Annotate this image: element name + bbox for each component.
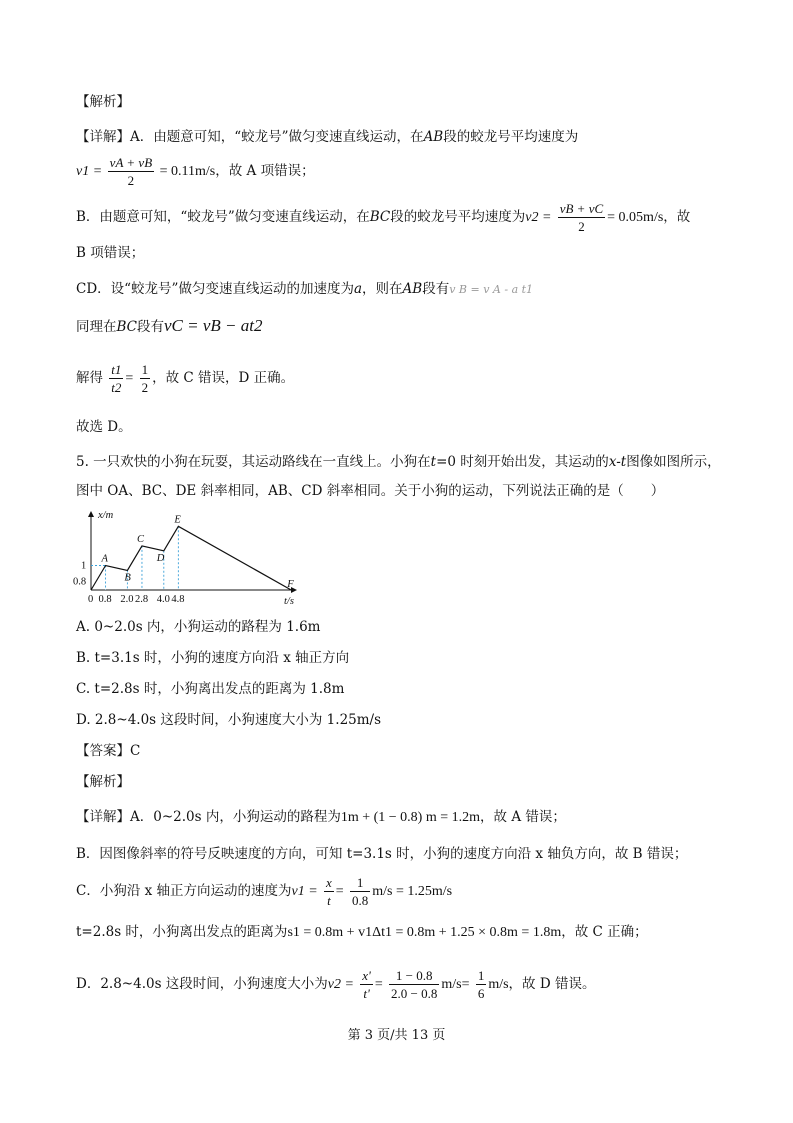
denominator: 2 [127, 173, 135, 189]
text: =0 时刻开始出发，其运动的 [436, 454, 609, 470]
text: ，故 A 错误； [480, 809, 566, 825]
denominator: 6 [477, 986, 485, 1001]
text: B．由题意可知，“蛟龙号”做匀变速直线运动，在 [76, 209, 370, 225]
page-footer: 第 3 页/共 13 页 [347, 1028, 446, 1043]
v2-symbol: v2 = [525, 210, 552, 225]
detail-line-solve [76, 358, 294, 399]
fraction-1-2 [140, 361, 151, 396]
x-tick-label: 4.8 [171, 594, 185, 605]
text: D．2.8~4.0s 这段时间，小狗速度大小为 [76, 976, 328, 992]
text: ，故 C 错误，D 正确。 [152, 370, 295, 386]
solution-c2 [76, 922, 648, 943]
text: BC [116, 319, 138, 335]
detail-line-b [76, 200, 690, 235]
question-5-line-2: 图中 OA、BC、DE 斜率相同，AB、CD 斜率相同。关于小狗的运动，下列说法正确的是（ ） [76, 483, 665, 499]
v1-symbol: v1 = [76, 164, 103, 179]
y-tick-label: 0.8 [73, 576, 87, 588]
numerator: x [326, 875, 332, 890]
denominator: t' [363, 986, 370, 1001]
option-d: D. 2.8~4.0s 这段时间，小狗速度大小为 1.25m/s [76, 712, 382, 728]
y-axis-label: x/m [98, 510, 114, 521]
text: 【详解】A．0~2.0s 内，小狗运动的路程为 [76, 809, 341, 825]
fraction-1-6 [476, 967, 487, 1002]
point-label-F: F [287, 579, 294, 590]
fraction-1-0.8 [350, 874, 370, 909]
text: ，故 C 正确； [561, 924, 648, 940]
text: 同理在 [76, 319, 117, 335]
denominator: t [327, 893, 331, 908]
series-line [91, 526, 291, 590]
formula: s1 = 0.8m + v1Δt1 = 0.8m + 1.25 × 0.8m = 1.8m [287, 925, 562, 940]
text: ，则在 [362, 281, 403, 297]
x-tick-label: 4.0 [156, 594, 170, 605]
detail-line-cd [76, 279, 533, 300]
text: 【详解】A．由题意可知，“蛟龙号”做匀变速直线运动，在 [76, 129, 424, 145]
fraction-vb-vc [558, 200, 605, 235]
text: ，故 D 错误。 [508, 976, 596, 992]
x-t-chart [73, 508, 306, 608]
text: 段的蛟龙号平均速度为 [390, 209, 526, 225]
equals: = [335, 884, 344, 899]
denominator: 2.0 − 0.8 [391, 986, 438, 1001]
analysis-heading-2: 【解析】 [76, 774, 130, 790]
value: m/s = 1.25m/s [372, 884, 453, 899]
answer: 【答案】C [76, 743, 141, 759]
text: 图像如图所示， [626, 454, 721, 470]
numerator: vB + vC [559, 201, 604, 216]
solution-c [76, 873, 452, 910]
option-c: C. t=2.8s 时，小狗离出发点的距离为 1.8m [76, 681, 345, 697]
v1-symbol: v1 = [291, 884, 318, 899]
numerator: 1 [141, 362, 149, 377]
point-label-D: D [156, 552, 165, 564]
text: BC [369, 209, 391, 225]
equals: = [461, 977, 470, 992]
text: t [430, 454, 437, 470]
fraction-t1-t2 [109, 361, 123, 396]
denominator: t2 [111, 380, 122, 395]
x-tick-label: 2.8 [134, 594, 149, 605]
fraction-x-prime [360, 967, 373, 1002]
x-axis-label: t/s [284, 596, 294, 607]
numerator: vA + vB [109, 155, 153, 171]
v2-symbol: v2 = [327, 977, 354, 992]
numerator: t1 [111, 362, 122, 377]
detail-line-choose: 故选 D。 [76, 419, 132, 435]
detail-line-same [76, 316, 263, 337]
text: 5. 一只欢快的小狗在玩耍，其运动路线在一直线上。小狗在 [76, 454, 431, 470]
text: 段的蛟龙号平均速度为 [443, 129, 579, 145]
analysis-heading-1: 【解析】 [76, 94, 130, 110]
fraction-x-t [324, 874, 334, 909]
text: CD．设“蛟龙号”做匀变速直线运动的加速度为 [76, 281, 354, 297]
text: t=2.8s 时，小狗离出发点的距离为 [76, 924, 288, 940]
numerator: x' [362, 968, 371, 983]
fraction-calc [389, 967, 439, 1002]
text: x-t [608, 454, 627, 470]
denominator: 0.8 [351, 893, 369, 908]
text: 段有 [422, 281, 450, 297]
text: AB [423, 129, 444, 145]
point-label-C: C [136, 533, 144, 545]
unit: m/s [441, 977, 462, 992]
numerator: 1 [477, 968, 485, 983]
detail-line-b2: B 项错误； [76, 245, 145, 261]
denominator: 2 [141, 380, 149, 395]
text: a [353, 281, 363, 297]
text: C．小狗沿 x 轴正方向运动的速度为 [76, 883, 292, 899]
question-5-line-1 [76, 452, 721, 472]
x-tick-label: 0.8 [98, 594, 112, 605]
text: ，故 [663, 209, 691, 225]
text: ，故 A 项错误； [215, 163, 315, 179]
option-a: A. 0~2.0s 内，小狗运动的路程为 1.6m [76, 619, 321, 635]
equals: = [125, 371, 134, 386]
y-tick-label: 1 [81, 560, 87, 572]
formula-v1 [76, 154, 315, 189]
value: = 0.11m/s [159, 164, 216, 179]
value: = 0.05m/s [607, 210, 664, 225]
option-b: B. t=3.1s 时，小狗的速度方向沿 x 轴正方向 [76, 650, 350, 666]
solution-d [76, 964, 595, 1005]
faint-formula: v B = v A - a t1 [449, 283, 534, 296]
solution-b: B．因图像斜率的符号反映速度的方向，可知 t=3.1s 时，小狗的速度方向沿 x 轴负方向，故 B 错误； [76, 846, 688, 862]
text: AB [402, 281, 423, 297]
text: 解得 [76, 370, 103, 386]
formula: 1m + (1 − 0.8) m = 1.2m [340, 810, 481, 825]
fraction-va-vb [108, 154, 154, 189]
point-label-B: B [124, 572, 131, 584]
numerator: 1 [350, 874, 370, 892]
point-label-E: E [174, 514, 181, 526]
formula-vc: vC = vB − at2 [164, 316, 263, 335]
point-label-A: A [101, 553, 108, 565]
x-tick-label: 0 [88, 594, 94, 605]
text: 段有 [137, 319, 165, 335]
numerator: 1 − 0.8 [389, 967, 439, 985]
equals: = [374, 977, 383, 992]
x-tick-label: 2.0 [120, 594, 134, 605]
denominator: 2 [578, 219, 585, 234]
solution-a [76, 807, 566, 828]
detail-line-a [76, 127, 578, 147]
unit: m/s [488, 977, 509, 992]
